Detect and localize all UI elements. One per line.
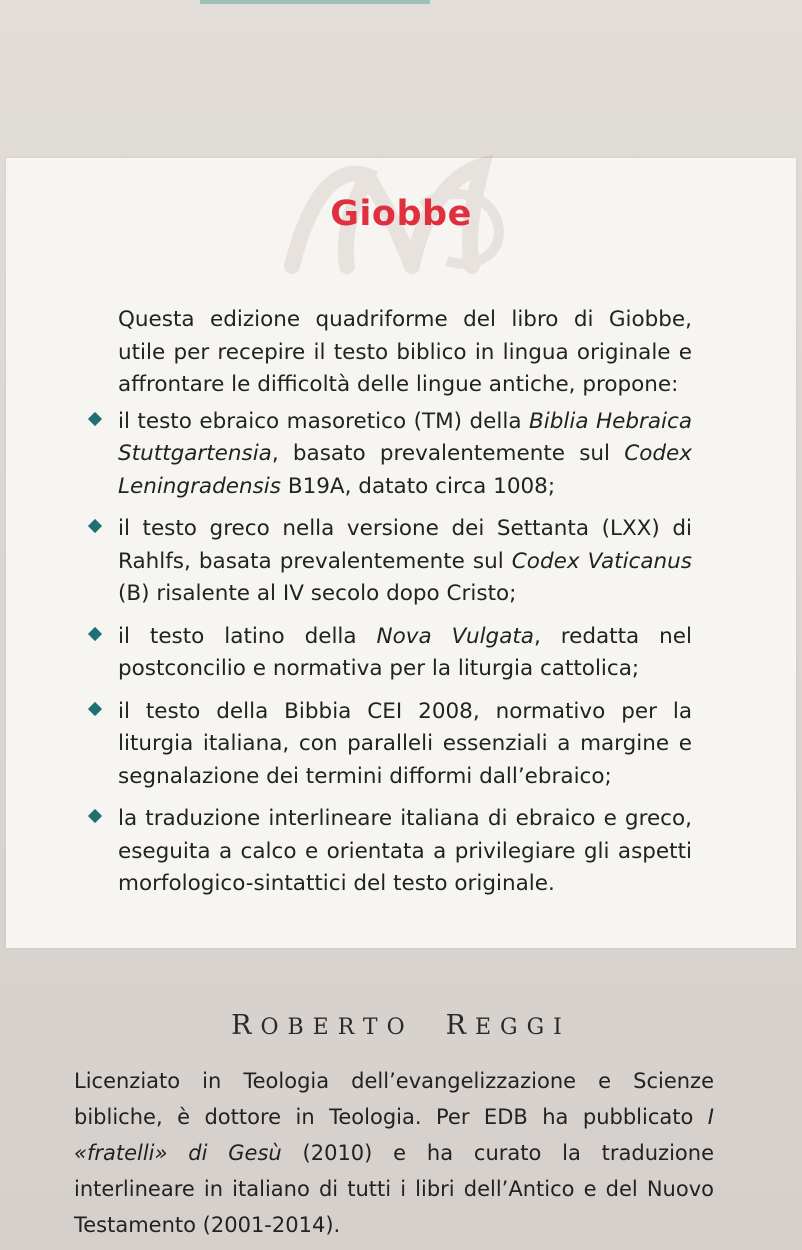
edition-features-list [118,406,692,901]
list-item: il testo della Bibbia CEI 2008, normativo per la liturgia italiana, con paralleli essenziali a margine e segnalazione dei termini difformi dall’ebraico; [118,696,692,794]
diamond-bullet-icon [84,408,106,430]
intro-paragraph: Questa edizione quadriforme del libro di Giobbe, utile per recepire il testo biblico in lingua originale e affrontare le difficoltà delle lingue antiche, propone: [118,307,692,397]
list-item: la traduzione interlineare italiana di ebraico e greco, eseguita a calco e orientata a privilegiare gli aspetti morfologico-sintattici del testo originale. [118,803,692,901]
list-item: il testo ebraico masoretico (TM) della Biblia Hebraica Stuttgartensia, basato prevalentemente sul Codex Leningradensis B19A, datato circa 1008; [118,406,692,504]
diamond-bullet-icon [84,698,106,720]
diamond-bullet-icon [84,515,106,537]
diamond-bullet-icon [84,623,106,645]
list-item: il testo greco nella versione dei Settanta (LXX) di Rahlfs, basata prevalentemente sul Codex Vaticanus (B) risalente al IV secolo dopo Cristo; [118,513,692,611]
author-name: ROBERTO REGGI [231,1010,571,1041]
diamond-bullet-icon [84,805,106,827]
description-text [118,304,692,911]
list-item: il testo latino della Nova Vulgata, redatta nel postconcilio e normativa per la liturgia cattolica; [118,621,692,686]
book-title: Giobbe [330,194,472,234]
top-decorative-strip [200,0,430,4]
author-bio: Licenziato in Teologia dell’evangelizzazione e Scienze bibliche, è dottore in Teologia. Per EDB ha pubblicato I «fratelli» di Gesù (2010) e ha curato la traduzione interlineare in italiano di tutti i libri dell’Antico e del Nuovo Testamento (2001-2014). [74,1069,714,1237]
